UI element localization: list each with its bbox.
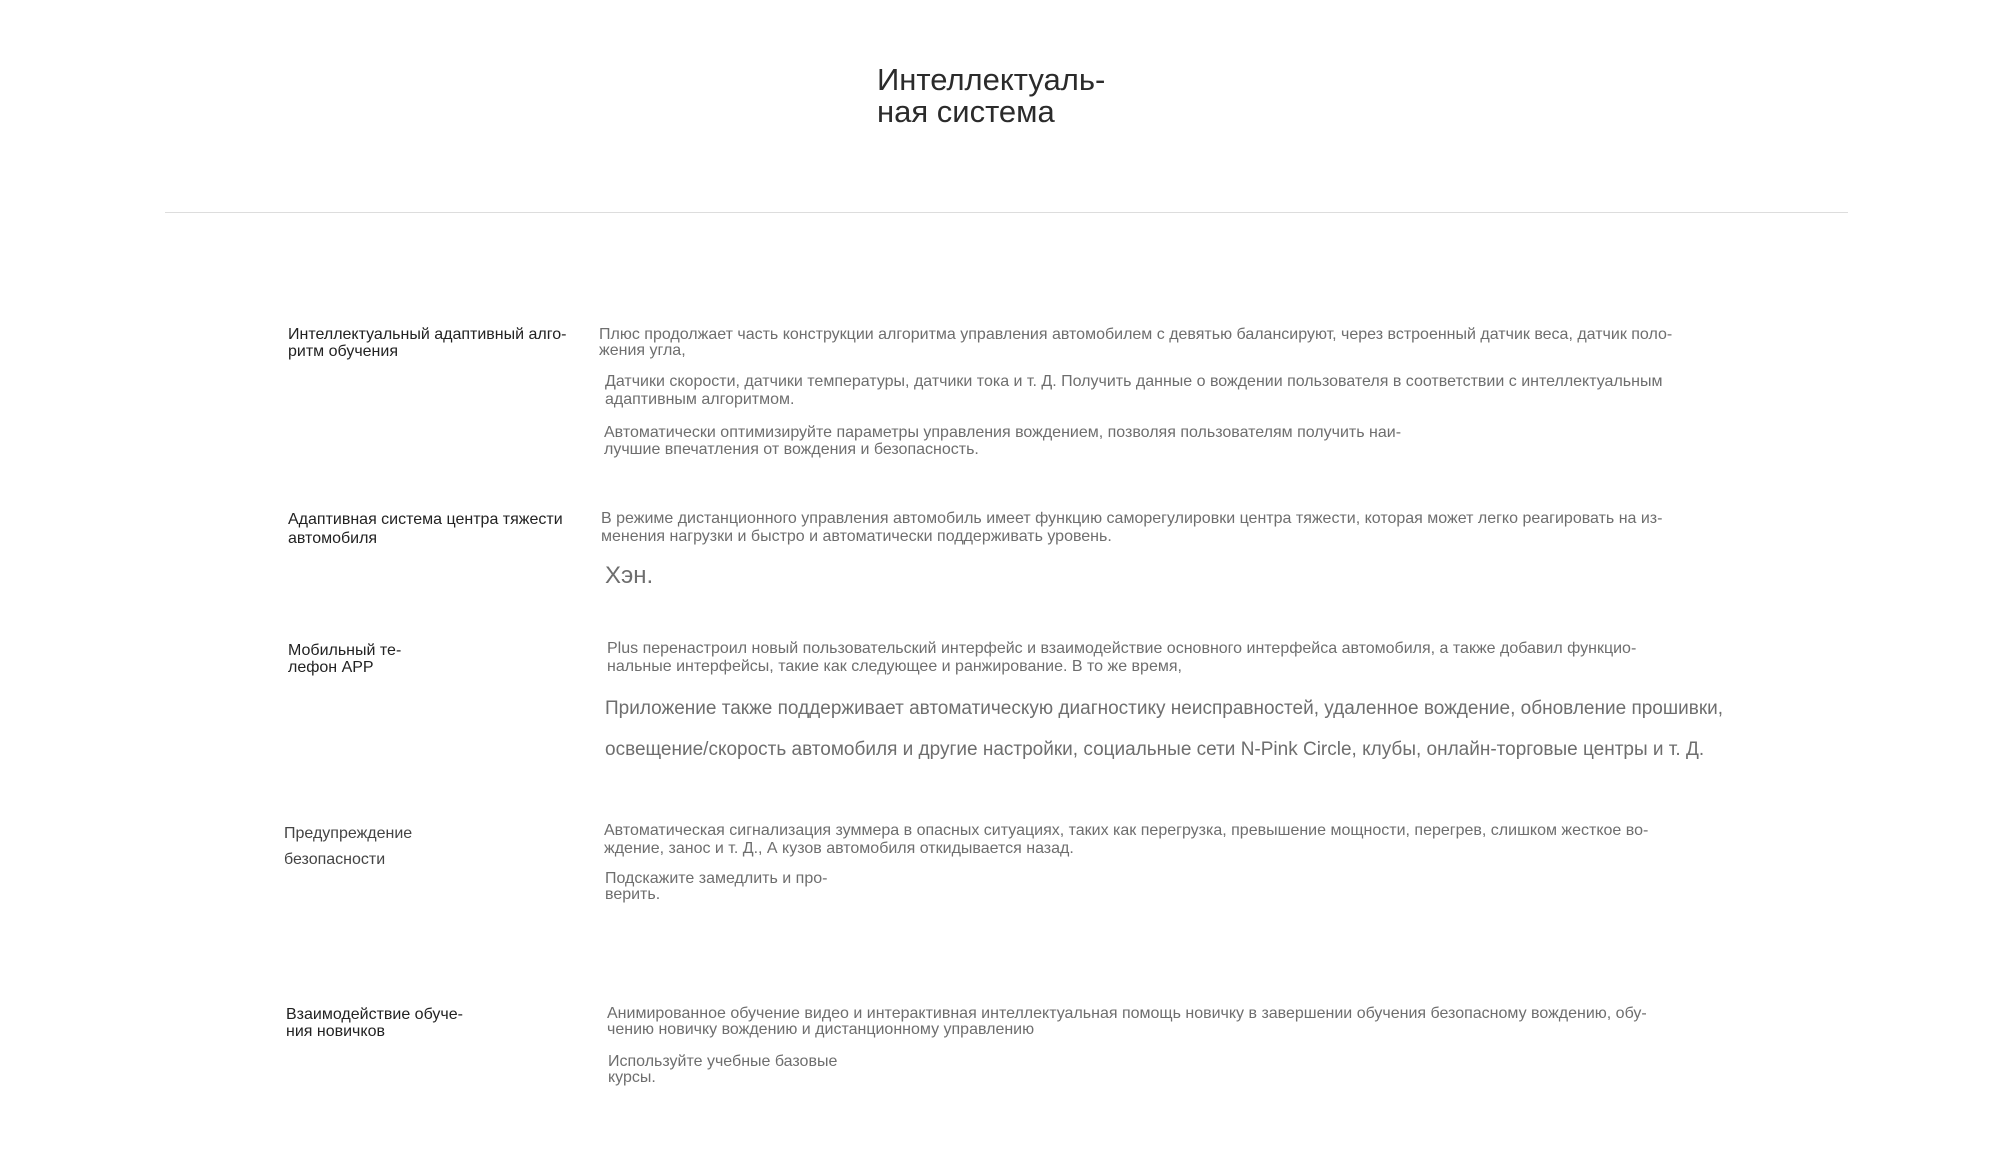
- section-label-mobile-app: Мобильный те- лефон APP: [288, 642, 402, 676]
- section-2-paragraph-2: Хэн.: [605, 562, 654, 589]
- section-1-paragraph-3: Автоматически оптимизируйте параметры управления вождением, позволяя пользователям получить наи- лучшие впечатления от вождения и безопасность.: [604, 424, 1402, 458]
- section-1-paragraph-2: Датчики скорости, датчики температуры, датчики тока и т. Д. Получить данные о вождении пользователя в соответствии с интеллектуальным адаптивным алгоритмом.: [605, 373, 1663, 408]
- section-5-paragraph-2: Используйте учебные базовые курсы.: [608, 1053, 838, 1086]
- section-label-safety-warning: Предупреждение безопасности: [284, 825, 413, 868]
- section-3-paragraph-3: освещение/скорость автомобиля и другие настройки, социальные сети N-Pink Circle, клубы, онлайн-торговые центры и т. Д.: [605, 739, 1705, 760]
- section-label-newbie-training: Взаимодействие обуче- ния новичков: [286, 1006, 463, 1040]
- section-4-paragraph-2: Подскажите замедлить и про- верить.: [605, 870, 828, 903]
- section-label-center-of-gravity: Адаптивная система центра тяжести автомобиля: [288, 511, 563, 547]
- page-title: [877, 64, 1105, 128]
- section-3-paragraph-1: Plus перенастроил новый пользовательский интерфейс и взаимодействие основного интерфейса автомобиля, а также добавил функцио- нальные интерфейсы, такие как следующее и ранжирование. В то же время,: [607, 640, 1637, 675]
- title-divider: [165, 212, 1848, 213]
- section-2-paragraph-1: В режиме дистанционного управления автомобиль имеет функцию саморегулировки центра тяжести, которая может легко реагировать на из- менения нагрузки и быстро и автоматически поддерживать уровень.: [601, 510, 1663, 545]
- section-3-paragraph-2: Приложение также поддерживает автоматическую диагностику неисправностей, удаленное вождение, обновление прошивки,: [605, 698, 1724, 719]
- section-1-paragraph-1: Плюс продолжает часть конструкции алгоритма управления автомобилем с девятью балансируют, через встроенный датчик веса, датчик поло- жения угла,: [599, 326, 1673, 359]
- section-label-adaptive-algorithm: Интеллектуальный адаптивный алго- ритм обучения: [288, 326, 567, 360]
- page-title-line-2: ная система: [877, 94, 1055, 129]
- section-4-paragraph-1: Автоматическая сигнализация зуммера в опасных ситуациях, таких как перегрузка, превышение мощности, перегрев, слишком жесткое во- ждение, занос и т. Д., А кузов автомобиля откидывается назад.: [604, 822, 1649, 857]
- section-5-paragraph-1: Анимированное обучение видео и интерактивная интеллектуальная помощь новичку в завершении обучения безопасному вождению, обу- чению новичку вождению и дистанционному управлению: [607, 1005, 1647, 1038]
- page-title-line-1: Интеллектуаль-: [877, 62, 1106, 97]
